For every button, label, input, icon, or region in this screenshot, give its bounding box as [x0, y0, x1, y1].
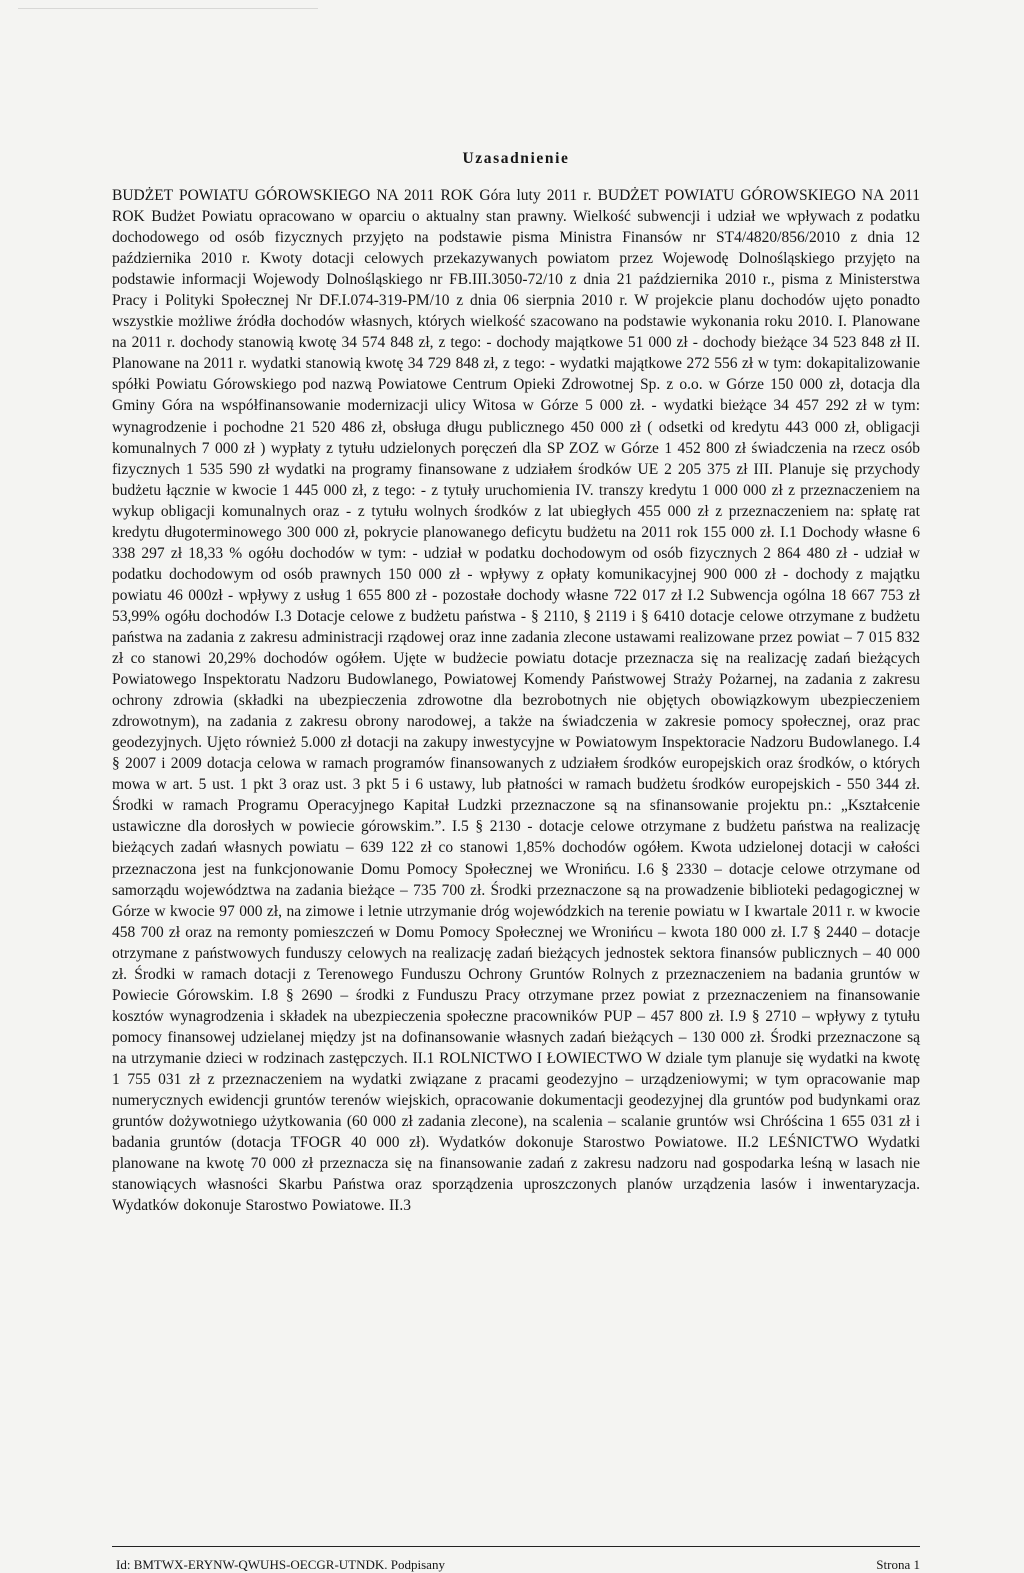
document-title: Uzasadnienie [462, 150, 570, 167]
document-page [112, 150, 920, 1216]
page-footer [116, 1557, 920, 1573]
footer-divider [112, 1546, 920, 1547]
page-number: Strona 1 [876, 1557, 920, 1572]
document-body: BUDŻET POWIATU GÓROWSKIEGO NA 2011 ROK Góra luty 2011 r. BUDŻET POWIATU GÓROWSKIEGO NA 2011 ROK Budżet Powiatu opracowano w oparciu o aktualny stan prawny. Wielkość subwencji i udział we wpływach z podatku dochodowego od osób fizycznych przyjęto na podstawie pisma Ministra Finansów nr ST4/4820/856/2010 z dnia 12 października 2010 r. Kwoty dotacji celowych przekazywanych powiatom przez Wojewodę Dolnośląskiego przyjęto na podstawie informacji Wojewody Dolnośląskiego nr FB.III.3050-72/10 z dnia 21 października 2010 r., pisma z Ministerstwa Pracy i Polityki Społecznej Nr DF.I.074-319-PM/10 z dnia 06 sierpnia 2010 r. W projekcie planu dochodów ujęto ponadto wszystkie możliwe źródła dochodów własnych, których wielkość szacowano na podstawie wykonania roku 2010. I. Planowane na 2011 r. dochody stanowią kwotę 34 574 848 zł, z tego: - dochody majątkowe 51 000 zł - dochody bieżące 34 523 848 zł II. Planowane na 2011 r. wydatki stanowią kwotę 34 729 848 zł, z tego: - wydatki majątkowe 272 556 zł w tym: dokapitalizowanie spółki Powiatu Górowskiego pod nazwą Powiatowe Centrum Opieki Zdrowotnej Sp. z o.o. w Górze 150 000 zł, dotacja dla Gminy Góra na współfinansowanie modernizacji ulicy Witosa w Górze 5 000 zł. - wydatki bieżące 34 457 292 zł w tym: wynagrodzenie i pochodne 21 520 486 zł, obsługa długu publicznego 450 000 zł ( odsetki od kredytu 443 000 zł, obligacji komunalnych 7 000 zł ) wypłaty z tytułu udzielonych poręczeń dla SP ZOZ w Górze 1 452 800 zł świadczenia na rzecz osób fizycznych 1 535 590 zł wydatki na programy finansowane z udziałem środków UE 2 205 375 zł III. Planuje się przychody budżetu łącznie w kwocie 1 445 000 zł, z tego: - z tytuły uruchomienia IV. transzy kredytu 1 000 000 zł z przeznaczeniem na wykup obligacji komunalnych oraz - z tytułu wolnych środków z lat ubiegłych 455 000 zł z przeznaczeniem na: spłatę rat kredytu długoterminowego 300 000 zł, pokrycie planowanego deficytu budżetu na 2011 rok 155 000 zł. I.1 Dochody własne 6 338 297 zł 18,33 % ogółu dochodów w tym: - udział w podatku dochodowym od osób fizycznych 2 864 480 zł - udział w podatku dochodowym od osób prawnych 150 000 zł - wpływy z opłaty komunikacyjnej 900 000 zł - dochody z majątku powiatu 46 000zł - wpływy z usług 1 655 800 zł - pozostałe dochody własne 722 017 zł I.2 Subwencja ogólna 18 667 753 zł 53,99% ogółu dochodów I.3 Dotacje celowe z budżetu państwa - § 2110, § 2119 i § 6410 dotacje celowe otrzymane z budżetu państwa na zadania z zakresu administracji rządowej oraz inne zadania zlecone ustawami realizowane przez powiat – 7 015 832 zł co stanowi 20,29% dochodów ogółem. Ujęte w budżecie powiatu dotacje przeznacza się na realizację zadań bieżących Powiatowego Inspektoratu Nadzoru Budowlanego, Powiatowej Komendy Państwowej Straży Pożarnej, na zadania z zakresu ochrony zdrowia (składki na ubezpieczenia zdrowotne dla bezrobotnych nie objętych obowiązkowym ubezpieczeniem zdrowotnym), na zadania z zakresu obrony narodowej, a także na świadczenia w zakresie pomocy społecznej, oraz prac geodezyjnych. Ujęto również 5.000 zł dotacji na zakupy inwestycyjne w Powiatowym Inspektoracie Nadzoru Budowlanego. I.4 § 2007 i 2009 dotacja celowa w ramach programów finansowanych z udziałem środków europejskich oraz środków, o których mowa w art. 5 ust. 1 pkt 3 oraz ust. 3 pkt 5 i 6 ustawy, lub płatności w ramach budżetu środków europejskich - 550 344 zł. Środki w ramach Programu Operacyjnego Kapitał Ludzki przeznaczone są na sfinansowanie projektu pn.: „Kształcenie ustawiczne dla dorosłych w powiecie górowskim.”. I.5 § 2130 - dotacje celowe otrzymane z budżetu państwa na realizację bieżących zadań własnych powiatu – 639 122 zł co stanowi 1,85% dochodów ogółem. Kwota udzielonej dotacji w całości przeznaczona jest na funkcjonowanie Domu Pomocy Społecznej we Wronińcu. I.6 § 2330 – dotacje celowe otrzymane od samorządu województwa na zadania bieżące – 735 700 zł. Środki przeznaczone są na prowadzenie biblioteki pedagogicznej w Górze w kwocie 97 000 zł, na zimowe i letnie utrzymanie dróg wojewódzkich na terenie powiatu w I kwartale 2011 r. w kwocie 458 700 zł oraz na remonty pomieszczeń w Domu Pomocy Społecznej we Wronińcu – kwota 180 000 zł. I.7 § 2440 – dotacje otrzymane z państwowych funduszy celowych na realizację zadań bieżących jednostek sektora finansów publicznych – 40 000 zł. Środki w ramach dotacji z Terenowego Funduszu Ochrony Gruntów Rolnych z przeznaczeniem na badania gruntów w Powiecie Górowskim. I.8 § 2690 – środki z Funduszu Pracy otrzymane przez powiat z przeznaczeniem na finansowanie kosztów wynagrodzenia i składek na ubezpieczenia społeczne pracowników PUP – 457 800 zł. I.9 § 2710 – wpływy z tytułu pomocy finansowej udzielanej między jst na dofinansowanie własnych zadań bieżących – 130 000 zł. Środki przeznaczone są na utrzymanie dzieci w rodzinach zastępczych. II.1 ROLNICTWO I ŁOWIECTWO W dziale tym planuje się wydatki na kwotę 1 755 031 zł z przeznaczeniem na wydatki związane z pracami geodezyjno – urządzeniowymi; w tym opracowanie map numerycznych ewidencji gruntów terenów wiejskich, opracowanie dokumentacji geodezyjnej dla gruntów pod budynkami oraz gruntów dożywotniego użytkowania (60 000 zł zadania zlecone), na scalenia – scalanie gruntów wsi Chróścina 1 655 031 zł i badania gruntów (dotacja TFOGR 40 000 zł). Wydatków dokonuje Starostwo Powiatowe. II.2 LEŚNICTWO Wydatki planowane na kwotę 70 000 zł przeznacza się na finansowanie zadań z zakresu nadzoru nad gospodarka leśną w lasach nie stanowiących własności Skarbu Państwa oraz sporządzenia uproszczonych planów urządzenia lasów i inwentaryzacja. Wydatków dokonuje Starostwo Powiatowe. II.3 [112, 187, 920, 1215]
scan-artifact-line [18, 8, 318, 9]
document-id: Id: BMTWX-ERYNW-QWUHS-OECGR-UTNDK. Podpisany [116, 1557, 445, 1572]
